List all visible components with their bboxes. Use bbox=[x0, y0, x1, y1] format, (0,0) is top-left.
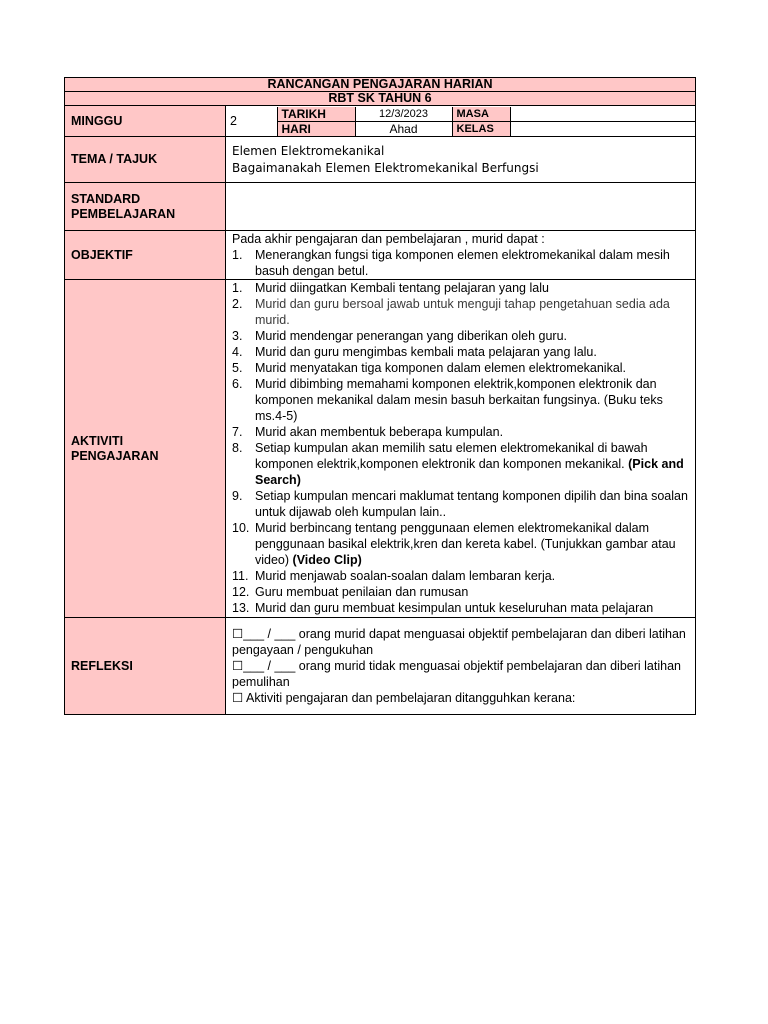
aktiviti-label-line-2: PENGAJARAN bbox=[71, 448, 159, 463]
objektif-list bbox=[232, 247, 689, 279]
objektif-item-main-text: Menerangkan fungsi tiga komponen elemen elektromekanikal dalam mesih basuh dengan betul. bbox=[255, 248, 670, 278]
aktiviti-item bbox=[232, 424, 689, 440]
aktiviti-item bbox=[232, 280, 689, 296]
aktiviti-item-main-text: Murid menyatakan tiga komponen dalam elemen elektromekanikal. bbox=[255, 361, 627, 375]
aktiviti-item-emphasis: (Video Clip) bbox=[292, 553, 362, 567]
refleksi-row bbox=[65, 618, 696, 715]
aktiviti-item-main-text: Guru membuat penilaian dan rumusan bbox=[255, 585, 469, 599]
objektif-row bbox=[65, 231, 696, 280]
aktiviti-item-text bbox=[255, 568, 689, 584]
objektif-item bbox=[232, 247, 689, 279]
aktiviti-item bbox=[232, 328, 689, 344]
aktiviti-item-text bbox=[255, 600, 689, 616]
aktiviti-item bbox=[232, 296, 689, 328]
aktiviti-item-main-text: Murid diingatkan Kembali tentang pelajaran yang lalu bbox=[255, 281, 549, 295]
tema-value bbox=[226, 137, 696, 183]
kelas-value bbox=[510, 121, 695, 136]
tarikh-label: TARIKH bbox=[277, 107, 355, 122]
minggu-details bbox=[226, 107, 695, 136]
aktiviti-item bbox=[232, 344, 689, 360]
aktiviti-label-line-1: AKTIVITI bbox=[71, 433, 124, 448]
refleksi-line-3: ☐ Aktiviti pengajaran dan pembelajaran ditangguhkan kerana: bbox=[232, 691, 576, 705]
minggu-value: 2 bbox=[226, 107, 277, 136]
aktiviti-item-number: 3. bbox=[232, 329, 243, 343]
aktiviti-item-main-text: Murid akan membentuk beberapa kumpulan. bbox=[255, 425, 504, 439]
aktiviti-list bbox=[232, 280, 689, 616]
aktiviti-item-text bbox=[255, 424, 689, 440]
aktiviti-item-main-text: Murid dibimbing memahami komponen elektrik,komponen elektronik dan komponen mekanikal dalam mesin basuh berkaitan fungsinya. (Buku teks ms.4-5) bbox=[255, 377, 663, 423]
standard-label-line-2: PEMBELAJARAN bbox=[71, 206, 176, 221]
aktiviti-item-number: 1. bbox=[232, 281, 243, 295]
aktiviti-item bbox=[232, 488, 689, 520]
aktiviti-item bbox=[232, 440, 689, 488]
aktiviti-item bbox=[232, 520, 689, 568]
aktiviti-item-main-text: Murid berbincang tentang penggunaan elemen elektromekanikal dalam penggunaan basikal elektrik,kren dan kereta kabel. (Tunjukkan gambar atau video) bbox=[255, 521, 676, 567]
aktiviti-item-text bbox=[255, 584, 689, 600]
objektif-item-text bbox=[255, 247, 689, 279]
aktiviti-item-text bbox=[255, 296, 689, 328]
standard-label bbox=[65, 183, 226, 231]
aktiviti-item-main-text: Setiap kumpulan mencari maklumat tentang komponen dipilih dan bina soalan untuk dijawab oleh kumpulan lain.. bbox=[255, 489, 688, 519]
hari-label: HARI bbox=[277, 121, 355, 136]
minggu-label: MINGGU bbox=[65, 106, 226, 137]
tema-line-1: Elemen Elektromekanikal bbox=[232, 143, 385, 158]
aktiviti-item-text bbox=[255, 440, 689, 488]
tema-row bbox=[65, 137, 696, 183]
refleksi-line-2: ☐___ / ___ orang murid tidak menguasai objektif pembelajaran dan diberi latihan pemulihan bbox=[232, 659, 681, 689]
objektif-label: OBJEKTIF bbox=[65, 231, 226, 280]
masa-label: MASA bbox=[452, 107, 510, 122]
aktiviti-item-text bbox=[255, 376, 689, 424]
tarikh-value: 12/3/2023 bbox=[355, 107, 452, 122]
aktiviti-item-number: 11. bbox=[232, 569, 249, 583]
aktiviti-label bbox=[65, 280, 226, 618]
aktiviti-item bbox=[232, 360, 689, 376]
refleksi-label: REFLEKSI bbox=[65, 618, 226, 715]
subtitle-row bbox=[65, 92, 696, 106]
aktiviti-item-main-text: Setiap kumpulan akan memilih satu elemen elektromekanikal di bawah komponen elektrik,komponen elektronik dan komponen mekanikal. bbox=[255, 441, 648, 471]
aktiviti-item-emphasis: (Pick and Search) bbox=[255, 457, 684, 487]
aktiviti-content bbox=[226, 280, 696, 618]
aktiviti-item bbox=[232, 376, 689, 424]
aktiviti-row bbox=[65, 280, 696, 618]
aktiviti-item-text bbox=[255, 344, 689, 360]
aktiviti-item-main-text: Murid dan guru mengimbas kembali mata pelajaran yang lalu. bbox=[255, 345, 597, 359]
aktiviti-item-number: 8. bbox=[232, 441, 243, 455]
plan-title: RANCANGAN PENGAJARAN HARIAN bbox=[65, 78, 696, 92]
objektif-content bbox=[226, 231, 696, 280]
aktiviti-item-text bbox=[255, 360, 689, 376]
lesson-plan-page bbox=[64, 77, 695, 715]
refleksi-content bbox=[226, 618, 696, 715]
minggu-row bbox=[65, 106, 696, 137]
hari-value: Ahad bbox=[355, 121, 452, 136]
aktiviti-item-main-text: Murid mendengar penerangan yang diberikan oleh guru. bbox=[255, 329, 568, 343]
lesson-plan-table bbox=[64, 77, 696, 715]
aktiviti-item-number: 2. bbox=[232, 297, 243, 311]
standard-value bbox=[226, 183, 696, 231]
tema-label: TEMA / TAJUK bbox=[65, 137, 226, 183]
aktiviti-item-number: 7. bbox=[232, 425, 243, 439]
aktiviti-item-text bbox=[255, 328, 689, 344]
aktiviti-item-number: 4. bbox=[232, 345, 243, 359]
tema-line-2: Bagaimanakah Elemen Elektromekanikal Berfungsi bbox=[232, 160, 539, 175]
aktiviti-item bbox=[232, 600, 689, 616]
aktiviti-item-number: 6. bbox=[232, 377, 243, 391]
aktiviti-item-main-text: Murid dan guru bersoal jawab untuk menguji tahap pengetahuan sedia ada murid. bbox=[255, 297, 670, 327]
aktiviti-item-number: 9. bbox=[232, 489, 243, 503]
aktiviti-item-number: 5. bbox=[232, 361, 243, 375]
masa-value bbox=[510, 107, 695, 122]
aktiviti-item-main-text: Murid menjawab soalan-soalan dalam lembaran kerja. bbox=[255, 569, 556, 583]
aktiviti-item-number: 10. bbox=[232, 521, 250, 535]
objektif-intro: Pada akhir pengajaran dan pembelajaran , murid dapat : bbox=[232, 232, 545, 246]
aktiviti-item-main-text: Murid dan guru membuat kesimpulan untuk keseluruhan mata pelajaran bbox=[255, 601, 654, 615]
standard-label-line-1: STANDARD bbox=[71, 191, 141, 206]
refleksi-line-1: ☐___ / ___ orang murid dapat menguasai objektif pembelajaran dan diberi latihan pengayaan / pengukuhan bbox=[232, 627, 686, 657]
aktiviti-item-number: 12. bbox=[232, 585, 250, 599]
aktiviti-item bbox=[232, 584, 689, 600]
title-row bbox=[65, 78, 696, 92]
objektif-item-number: 1. bbox=[232, 248, 243, 262]
kelas-label: KELAS bbox=[452, 121, 510, 136]
aktiviti-item-text bbox=[255, 280, 689, 296]
standard-row bbox=[65, 183, 696, 231]
plan-subtitle: RBT SK TAHUN 6 bbox=[65, 92, 696, 106]
aktiviti-item-text bbox=[255, 488, 689, 520]
aktiviti-item-number: 13. bbox=[232, 601, 250, 615]
aktiviti-item-text bbox=[255, 520, 689, 568]
aktiviti-item bbox=[232, 568, 689, 584]
